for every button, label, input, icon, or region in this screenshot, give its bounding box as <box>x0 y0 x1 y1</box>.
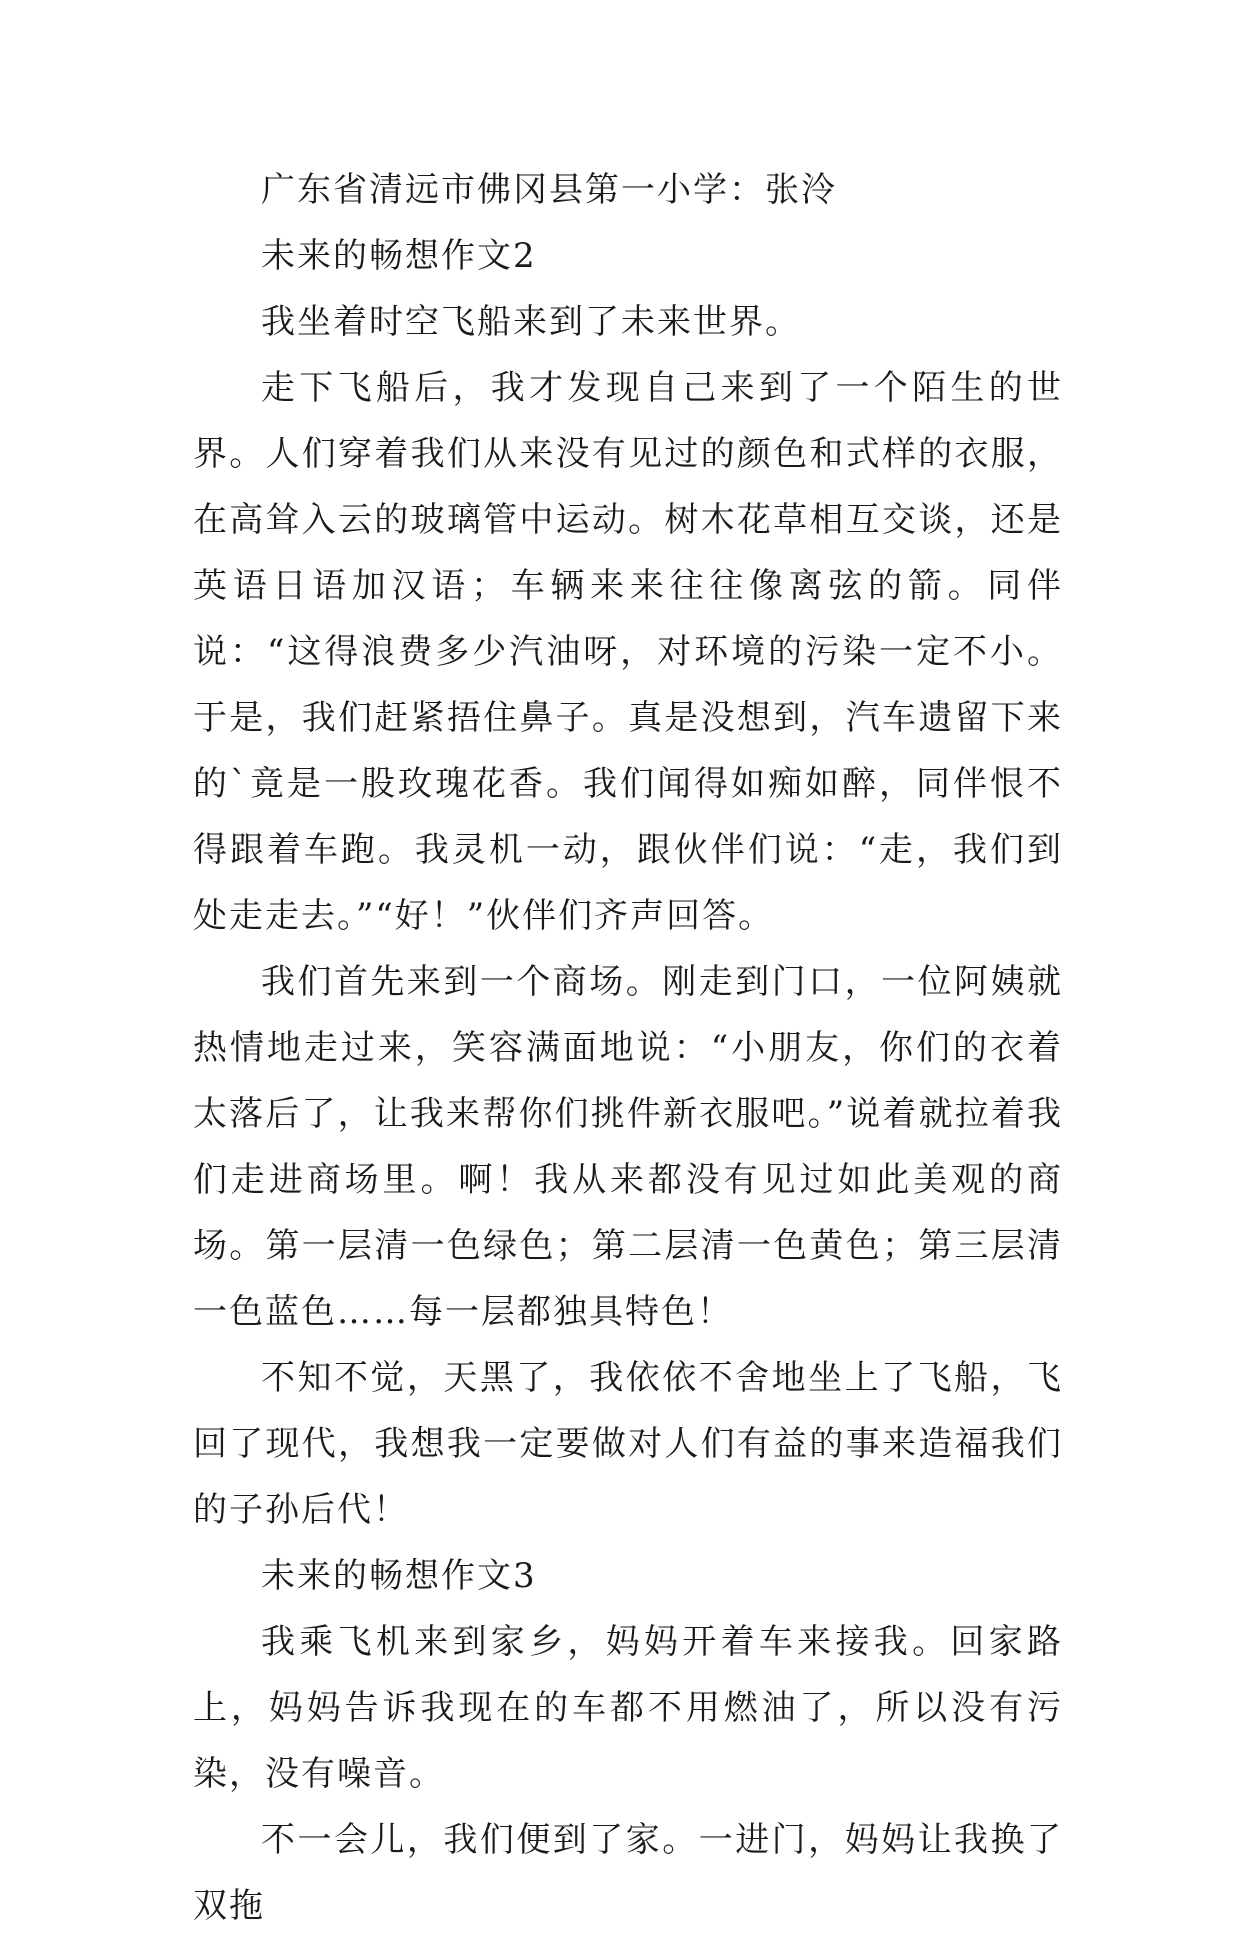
paragraph: 我乘飞机来到家乡，妈妈开着车来接我。回家路上，妈妈告诉我现在的车都不用燃油了，所以没有污染，没有噪音。 <box>193 1622 1063 1794</box>
paragraph: 走下飞船后，我才发现自己来到了一个陌生的世界。人们穿着我们从来没有见过的颜色和式样的衣服，在高耸入云的玻璃管中运动。树木花草相互交谈，还是英语日语加汉语；车辆来来往往像离弦的箭。同伴说：“这得浪费多少汽油呀，对环境的污染一定不小。于是，我们赶紧捂住鼻子。真是没想到，汽车遗留下来的`竟是一股玫瑰花香。我们闻得如痴如醉，同伴恨不得跟着车跑。我灵机一动，跟伙伴们说：“走，我们到处走走去。”“好！”伙伴们齐声回答。 <box>193 368 1063 936</box>
author-line: 广东省清远市佛冈县第一小学：张泠 <box>261 170 837 210</box>
document-body <box>193 157 1063 1939</box>
section-title: 未来的畅想作文3 <box>261 1556 537 1596</box>
section-title: 未来的畅想作文2 <box>261 236 537 276</box>
paragraph: 不一会儿，我们便到了家。一进门，妈妈让我换了双拖 <box>193 1820 1063 1926</box>
paragraph: 我坐着时空飞船来到了未来世界。 <box>261 302 801 342</box>
paragraph: 不知不觉，天黑了，我依依不舍地坐上了飞船，飞回了现代，我想我一定要做对人们有益的事来造福我们的子孙后代！ <box>193 1358 1063 1530</box>
paragraph: 我们首先来到一个商场。刚走到门口，一位阿姨就热情地走过来，笑容满面地说：“小朋友，你们的衣着太落后了，让我来帮你们挑件新衣服吧。”说着就拉着我们走进商场里。啊！我从来都没有见过如此美观的商场。第一层清一色绿色；第二层清一色黄色；第三层清一色蓝色……每一层都独具特色！ <box>193 962 1063 1332</box>
